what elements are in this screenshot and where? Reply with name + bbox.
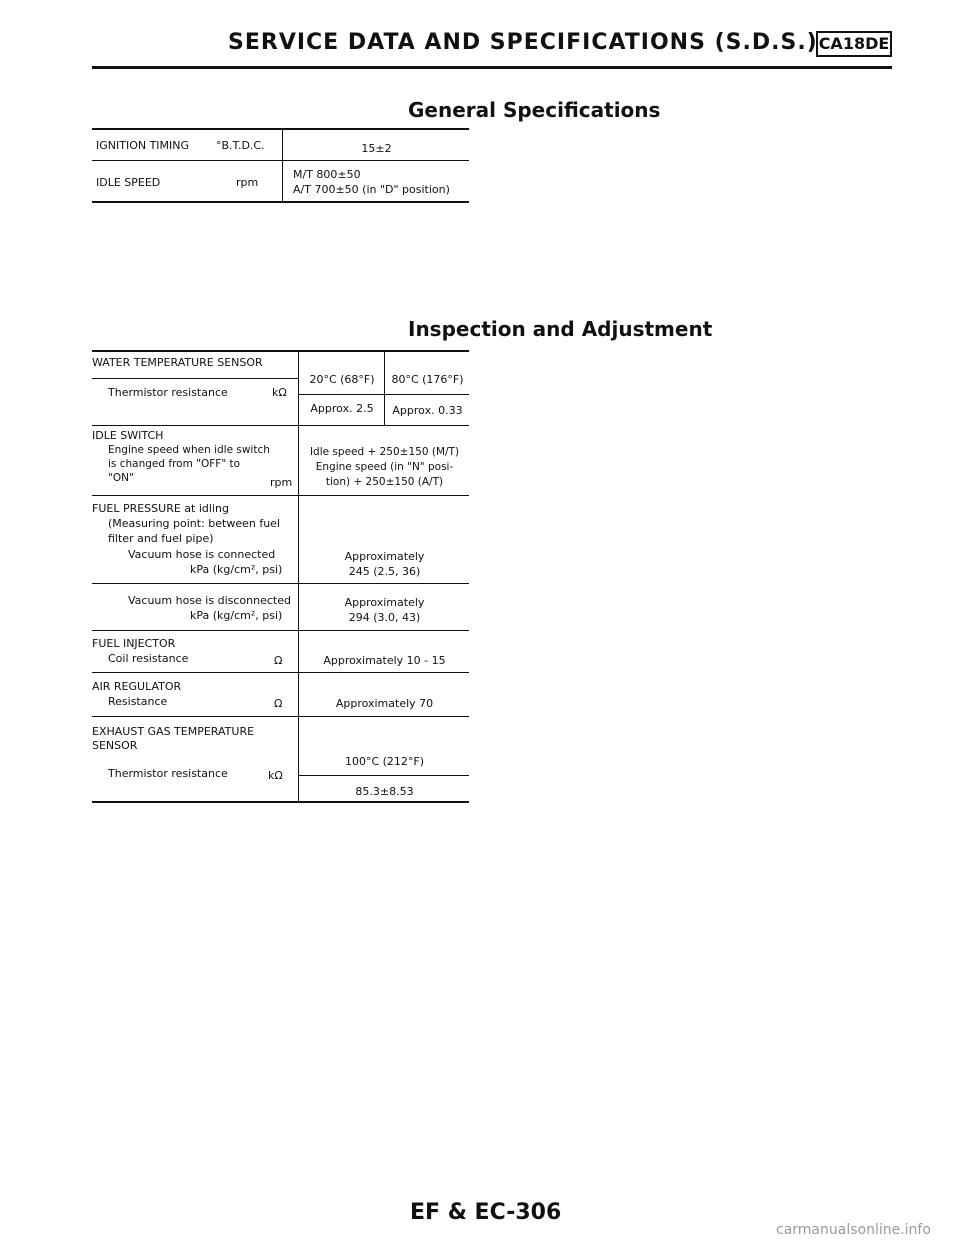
- row-divider: [92, 378, 298, 379]
- water-temp-sensor-label: WATER TEMPERATURE SENSOR: [92, 356, 263, 369]
- idle-switch-value-line3: tion) + 250±150 (A/T): [325, 476, 444, 488]
- fuel-injector-coil-label: Coil resistance: [108, 652, 189, 665]
- watermark: carmanualsonline.info: [776, 1222, 931, 1238]
- table-column-divider: [282, 130, 283, 202]
- ignition-timing-unit: °B.T.D.C.: [216, 139, 265, 152]
- water-temp-80c-value: Approx. 0.33: [392, 404, 463, 417]
- inspection-adjustment-title: Inspection and Adjustment: [408, 317, 713, 341]
- exhaust-gas-thermistor-label: Thermistor resistance: [108, 767, 228, 780]
- exhaust-gas-value: 85.3±8.53: [355, 785, 414, 798]
- vacuum-connected-unit: kPa (kg/cm², psi): [190, 563, 283, 576]
- sub-row-divider: [298, 394, 469, 395]
- vacuum-connected-value-line1: Approximately: [344, 550, 425, 563]
- vacuum-disconnected-value-line1: Approximately: [344, 596, 425, 609]
- page-number: EF & EC-306: [410, 1200, 562, 1225]
- air-regulator-value: Approximately 70: [335, 697, 434, 710]
- general-specifications-title: General Specifications: [408, 98, 661, 122]
- idle-switch-label: IDLE SWITCH: [92, 429, 164, 442]
- exhaust-gas-temp-header: 100°C (212°F): [344, 755, 425, 768]
- idle-speed-unit: rpm: [236, 176, 259, 189]
- water-temp-80c-header: 80°C (176°F): [391, 373, 464, 386]
- fuel-pressure-line1: (Measuring point: between fuel: [108, 517, 281, 530]
- fuel-injector-unit: Ω: [274, 654, 283, 667]
- table-bottom-rule: [92, 801, 469, 803]
- table-top-rule: [92, 128, 469, 130]
- page-header-title: SERVICE DATA AND SPECIFICATIONS (S.D.S.): [228, 30, 818, 55]
- sub-column-divider: [384, 352, 385, 426]
- row-divider: [92, 425, 469, 426]
- table-top-rule: [92, 350, 469, 352]
- vacuum-disconnected-unit: kPa (kg/cm², psi): [190, 609, 283, 622]
- row-divider: [92, 630, 469, 631]
- sub-row-divider: [298, 775, 469, 776]
- idle-switch-line1: Engine speed when idle switch: [108, 444, 270, 456]
- idle-switch-line2: is changed from "OFF" to: [108, 458, 241, 470]
- water-temp-thermistor-label: Thermistor resistance: [108, 386, 228, 399]
- fuel-injector-label: FUEL INJECTOR: [92, 637, 176, 650]
- vacuum-connected-label: Vacuum hose is connected: [128, 548, 276, 561]
- ignition-timing-value: 15±2: [361, 142, 392, 155]
- idle-switch-line3: "ON": [108, 472, 134, 484]
- row-divider: [92, 716, 469, 717]
- header-rule: [92, 66, 892, 69]
- idle-switch-unit: rpm: [270, 476, 293, 489]
- idle-speed-at-value: A/T 700±50 (in "D" position): [293, 183, 450, 196]
- vacuum-disconnected-label: Vacuum hose is disconnected: [128, 594, 291, 607]
- fuel-pressure-label: FUEL PRESSURE at idling: [92, 502, 229, 515]
- table-bottom-rule: [92, 201, 469, 203]
- ignition-timing-label: IGNITION TIMING: [96, 139, 190, 152]
- idle-speed-label: IDLE SPEED: [96, 176, 161, 189]
- water-temp-20c-value: Approx. 2.5: [310, 402, 374, 415]
- fuel-pressure-line2: filter and fuel pipe): [108, 532, 214, 545]
- exhaust-gas-unit: kΩ: [268, 769, 283, 782]
- air-regulator-unit: Ω: [274, 697, 283, 710]
- air-regulator-label: AIR REGULATOR: [92, 680, 182, 693]
- table-column-divider: [298, 352, 299, 802]
- air-regulator-resistance-label: Resistance: [108, 695, 168, 708]
- exhaust-gas-sensor-label-line1: EXHAUST GAS TEMPERATURE: [92, 725, 255, 738]
- water-temp-20c-header: 20°C (68°F): [309, 373, 375, 386]
- row-divider: [92, 583, 469, 584]
- idle-speed-mt-value: M/T 800±50: [293, 168, 361, 181]
- fuel-injector-value: Approximately 10 - 15: [323, 654, 446, 667]
- vacuum-connected-value-line2: 245 (2.5, 36): [348, 565, 421, 578]
- engine-code-badge: CA18DE: [816, 31, 892, 57]
- exhaust-gas-sensor-label-line2: SENSOR: [92, 739, 138, 752]
- row-divider: [92, 495, 469, 496]
- idle-switch-value-line1: Idle speed + 250±150 (M/T): [309, 446, 460, 458]
- idle-switch-value-line2: Engine speed (in "N" posi-: [315, 461, 454, 473]
- water-temp-unit: kΩ: [272, 386, 287, 399]
- row-divider: [92, 672, 469, 673]
- row-divider: [92, 160, 469, 161]
- vacuum-disconnected-value-line2: 294 (3.0, 43): [348, 611, 421, 624]
